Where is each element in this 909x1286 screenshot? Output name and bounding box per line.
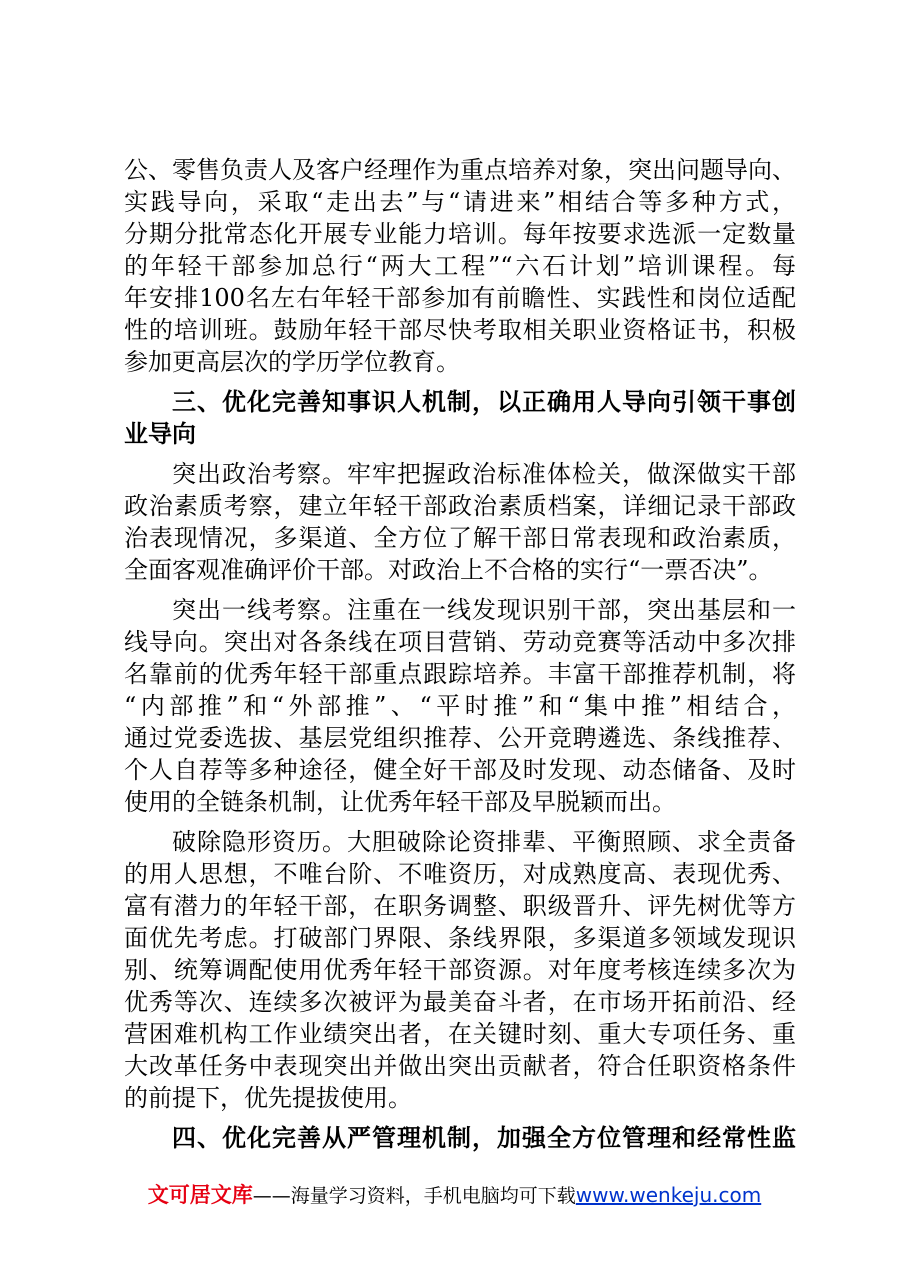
section-heading: 三、优化完善知事识人机制，以正确用人导向引领干事创 [172,388,796,416]
paragraph-line: 营困难机构工作业绩突出者，在关键时刻、重大专项任务、重 [124,1020,796,1048]
paragraph-line: “内部推”和“外部推”、“平时推”和“集中推”相结合， [124,692,796,720]
paragraph-line: 全面客观准确评价干部。对政治上不合格的实行“一票否决”。 [124,556,773,584]
paragraph-line: 别、统筹调配使用优秀年轻干部资源。对年度考核连续多次为 [124,956,796,984]
paragraph-line: 使用的全链条机制，让优秀年轻干部及早脱颖而出。 [124,788,676,816]
paragraph-line: 政治素质考察，建立年轻干部政治素质档案，详细记录干部政 [124,492,796,520]
paragraph-line: 面优先考虑。打破部门界限、条线界限，多渠道多领域发现识 [124,924,796,952]
website-link[interactable]: www.wenkeju.com [575,1183,762,1207]
paragraph-line: 线导向。突出对各条线在项目营销、劳动竞赛等活动中多次排 [124,628,796,656]
paragraph-line: 突出政治考察。牢牢把握政治标准体检关，做深做实干部 [172,460,796,488]
paragraph-line: 实践导向，采取“走出去”与“请进来”相结合等多种方式， [124,188,796,216]
brand-name: 文可居文库 [147,1183,253,1207]
paragraph-line: 通过党委选拔、基层党组织推荐、公开竞聘遴选、条线推荐、 [124,724,796,752]
footer-banner [0,1180,909,1211]
paragraph-line: 性的培训班。鼓励年轻干部尽快考取相关职业资格证书，积极 [124,316,796,344]
paragraph-line: 的前提下，优先提拔使用。 [124,1084,412,1112]
paragraph-line: 的用人思想，不唯台阶、不唯资历，对成熟度高、表现优秀、 [124,860,796,888]
footer-tagline: ——海量学习资料，手机电脑均可下载 [252,1185,576,1207]
paragraph-line: 年安排100名左右年轻干部参加有前瞻性、实践性和岗位适配 [124,284,796,312]
paragraph-line: 公、零售负责人及客户经理作为重点培养对象，突出问题导向、 [124,156,796,184]
paragraph-line: 个人自荐等多种途径，健全好干部及时发现、动态储备、及时 [124,756,796,784]
paragraph-line: 治表现情况，多渠道、全方位了解干部日常表现和政治素质， [124,524,796,552]
paragraph-line: 优秀等次、连续多次被评为最美奋斗者，在市场开拓前沿、经 [124,988,796,1016]
paragraph-line: 名靠前的优秀年轻干部重点跟踪培养。丰富干部推荐机制，将 [124,660,796,688]
paragraph-line: 参加更高层次的学历学位教育。 [124,348,460,376]
paragraph-line: 破除隐形资历。大胆破除论资排辈、平衡照顾、求全责备 [172,828,796,856]
paragraph-line: 突出一线考察。注重在一线发现识别干部，突出基层和一 [172,596,796,624]
paragraph-line: 富有潜力的年轻干部，在职务调整、职级晋升、评先树优等方 [124,892,796,920]
paragraph-line: 分期分批常态化开展专业能力培训。每年按要求选派一定数量 [124,220,796,248]
paragraph-line: 大改革任务中表现突出并做出突出贡献者，符合任职资格条件 [124,1052,796,1080]
section-heading: 四、优化完善从严管理机制，加强全方位管理和经常性监 [172,1124,796,1152]
paragraph-line: 的年轻干部参加总行“两大工程”“六石计划”培训课程。每 [124,252,796,280]
section-heading: 业导向 [124,420,196,448]
